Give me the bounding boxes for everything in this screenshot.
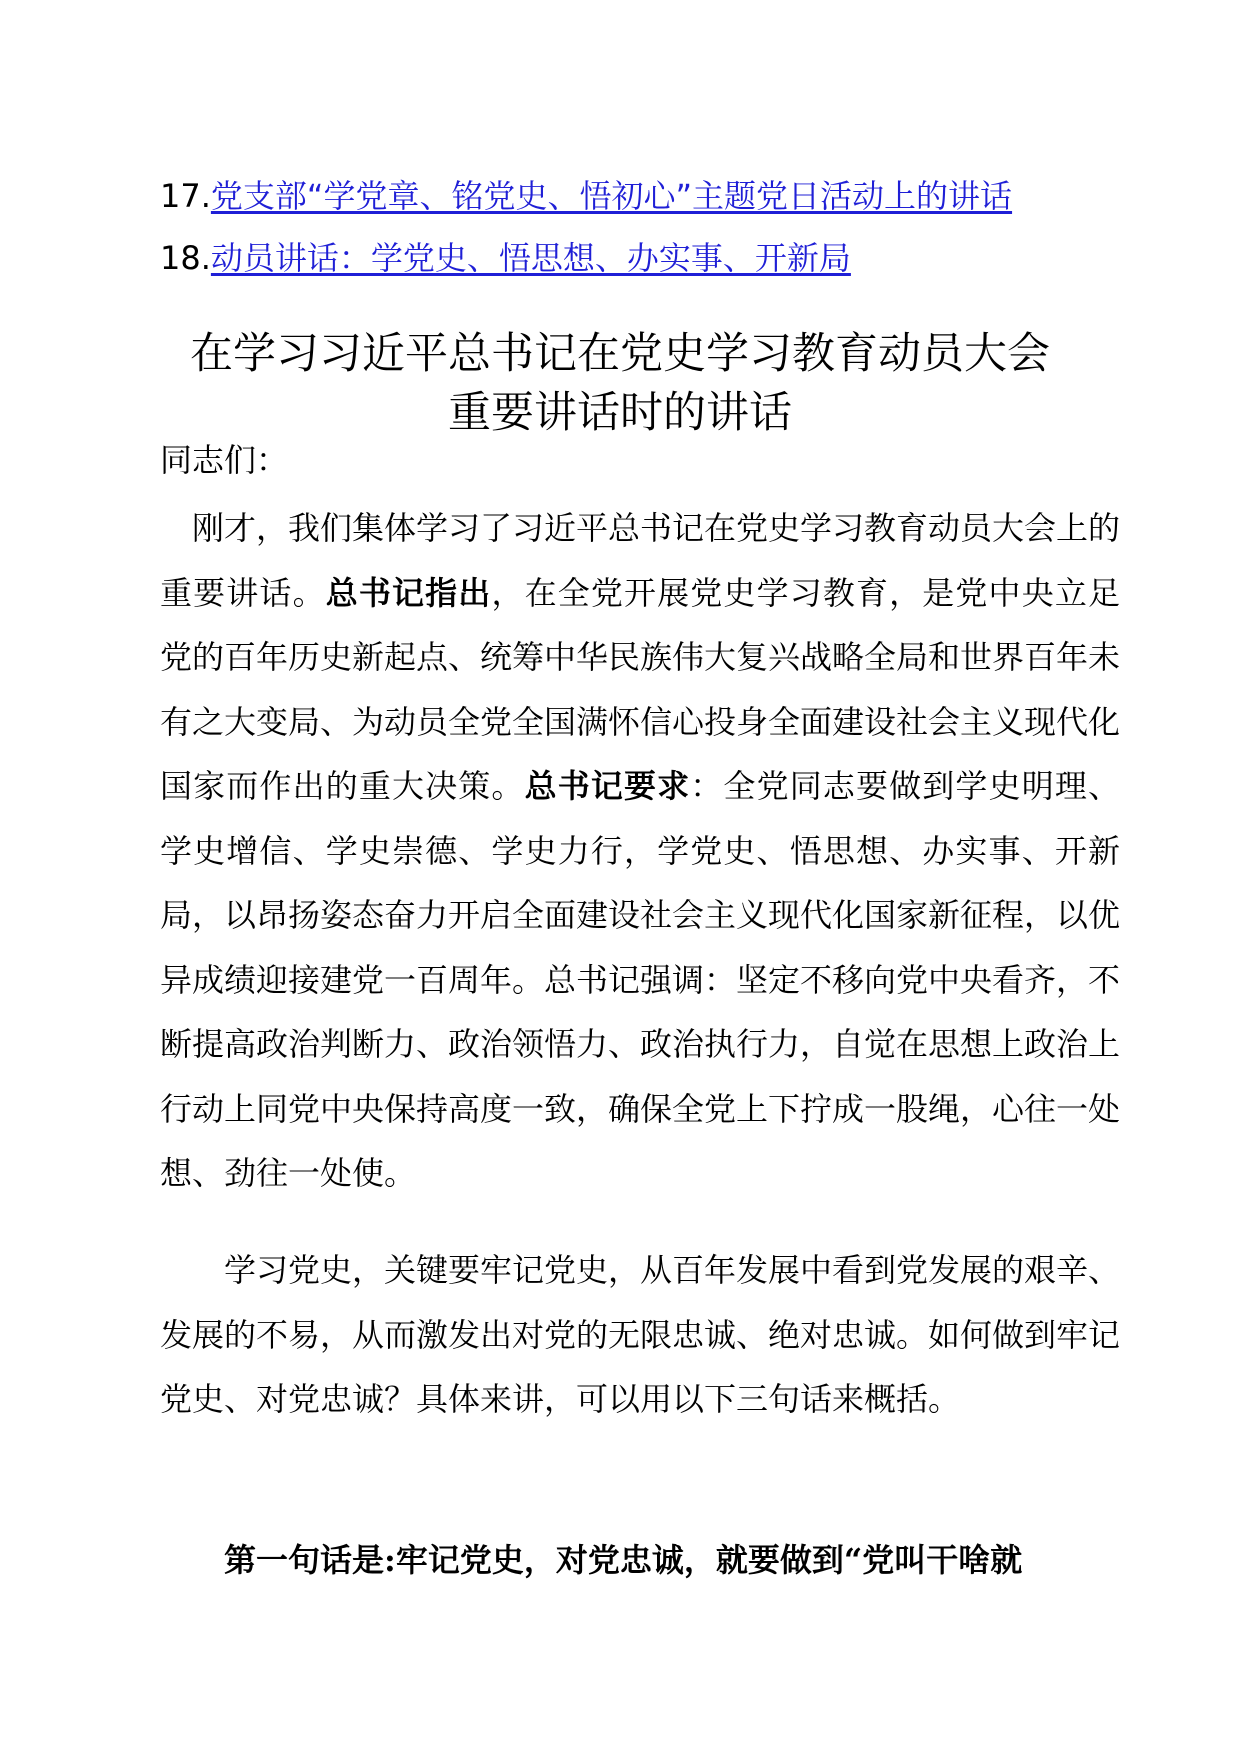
link-text[interactable]: 动员讲话：学党史、悟思想、办实事、开新局: [210, 239, 851, 277]
link-text[interactable]: 党支部“学党章、铭党史、悟初心”主题党日活动上的讲话: [210, 177, 1013, 215]
bold-phrase: 总书记要求: [524, 767, 691, 805]
title-line-1: 在学习习近平总书记在党史学习教育动员大会: [190, 328, 1050, 379]
paragraph-text: ：全党同志要做到学史明理、学史增信、学史崇德、学史力行，学党史、悟思想、办实事、开新局，以昂扬姿态奋力开启全面建设社会主义现代化国家新征程，以优异成绩迎接建党一百周年。总书记强调：坚定不移向党中央看齐，不断提高政治判断力、政治领悟力、政治执行力，自觉在思想上政治上行动上同党中央保持高度一致，确保全党上下拧成一股绳，心往一处想、劲往一处使。: [160, 767, 1121, 1192]
paragraph-text: 刚才，我们集体学习了习近平总书记在党史学习教育动员大会上的重要讲话。: [160, 509, 1121, 612]
paragraph-1: [160, 496, 1120, 1206]
title-line-2: 重要讲话时的讲话: [448, 387, 792, 438]
article-link-17: [160, 164, 1012, 228]
document-title: [160, 325, 1080, 443]
paragraph-3-heading: 第一句话是:牢记党史，对党忠诚，就要做到“党叫干啥就: [224, 1541, 1023, 1579]
article-link-18: [160, 226, 851, 290]
paragraph-2: 学习党史，关键要牢记党史，从百年发展中看到党发展的艰辛、发展的不易，从而激发出对党的无限忠诚、绝对忠诚。如何做到牢记党史、对党忠诚？具体来讲，可以用以下三句话来概括。: [160, 1251, 1121, 1418]
link-number: 18.: [160, 239, 211, 277]
salutation: 同志们：: [160, 441, 289, 479]
paragraph-text: ，在全党开展党史学习教育，是党中央立足党的百年历史新起点、统筹中华民族伟大复兴战略全局和世界百年未有之大变局、为动员全党全国满怀信心投身全面建设社会主义现代化国家而作出的重大决策。: [160, 573, 1121, 805]
bold-phrase: 总书记指出: [325, 573, 492, 612]
link-number: 17.: [160, 177, 211, 215]
